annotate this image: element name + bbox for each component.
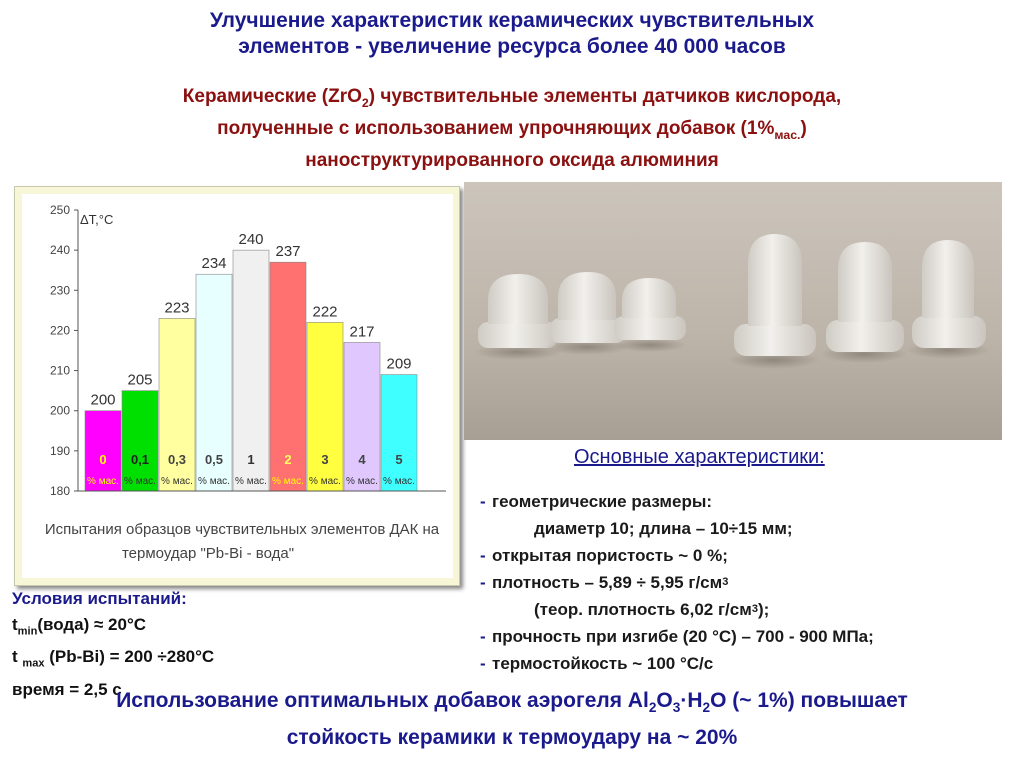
bar-4 xyxy=(344,342,380,491)
bar-value-label: 223 xyxy=(164,299,190,317)
chart-caption-line-1: Испытания образцов чувствительных элементов ДАК на xyxy=(44,521,440,538)
subtitle xyxy=(0,84,1024,173)
chart-panel xyxy=(14,186,460,586)
bar-unit-label: % мас. xyxy=(161,476,193,487)
y-tick-label: 250 xyxy=(49,203,70,217)
conclusion-line-2: стойкость керамики к термоудару на ~ 20% xyxy=(286,726,738,750)
bar-value-label: 217 xyxy=(349,323,375,341)
spec-item: - плотность – 5,89 ÷ 5,95 г/см 3 xyxy=(480,573,729,592)
bar-value-label: 240 xyxy=(238,231,264,249)
bar-value-label: 234 xyxy=(201,255,227,273)
specs-heading: Основные характеристики: xyxy=(574,446,825,468)
conclusion-line-1: Использование оптимальных добавок аэрогеля $Al_2O_3\cdot H_2O$ (~ 1%) повышает xyxy=(116,689,908,716)
bar-category-label: 2 xyxy=(284,452,292,467)
bar-category-label: 1 xyxy=(247,452,255,467)
bar-value-label: 222 xyxy=(312,303,338,321)
bar-value-label: 237 xyxy=(275,243,301,261)
title-line-2: элементов - увеличение ресурса более 40 000 часов xyxy=(238,35,786,58)
subtitle-line-1: Керамические (ZrO$_2$) чувствительные элементы датчиков кислорода, xyxy=(182,86,842,110)
bar-unit-label: % мас. xyxy=(272,476,304,487)
spec-item: - прочность при изгибе (20 °C) – 700 - 900 МПа; xyxy=(480,627,874,646)
page-title xyxy=(0,8,1024,60)
condition-tmax: t $_{max}$ (Pb-Bi) = 200 ÷280°C xyxy=(12,647,215,670)
spec-item: диаметр 10; длина – 10÷15 мм; xyxy=(534,519,793,538)
bar-category-label: 0,3 xyxy=(167,452,187,467)
conclusion xyxy=(0,686,1024,753)
condition-tmin: $t_{min}(вода) \approx 20^\circ C$ xyxy=(12,615,147,638)
bar-unit-label: % мас. xyxy=(235,476,267,487)
title-line-1: Улучшение характеристик керамических чувствительных xyxy=(209,9,815,32)
y-tick-label: 210 xyxy=(49,363,70,378)
sensor-elements-photo xyxy=(464,182,1002,440)
spec-item: - термостойкость ~ 100 °С/с xyxy=(480,654,714,673)
bar-value-label: 205 xyxy=(127,371,153,389)
bar-unit-label: % мас. xyxy=(198,476,230,487)
y-tick-label: 240 xyxy=(49,243,70,258)
bar-category-label: 0 xyxy=(99,452,107,467)
subtitle-line-3: наноструктурированного оксида алюминия xyxy=(305,149,719,171)
chart-caption-line-2: термоудар "Pb-Bi - вода" xyxy=(121,545,295,562)
bar-unit-label: % мас. xyxy=(346,476,378,487)
bar-category-label: 0,1 xyxy=(130,452,150,467)
bar-category-label: 0,5 xyxy=(204,452,224,467)
bar-unit-label: % мас. xyxy=(383,476,415,487)
bar-unit-label: % мас. xyxy=(87,476,119,487)
bar-unit-label: % мас. xyxy=(124,476,156,487)
bar-5 xyxy=(381,375,417,491)
y-tick-label: 220 xyxy=(49,323,70,338)
conditions-heading: Условия испытаний: xyxy=(12,589,187,608)
spec-item: - открытая пористость ~ 0 %; xyxy=(480,546,728,565)
condition-time: время = 2,5 с xyxy=(12,679,122,699)
spec-item: - геометрические размеры: xyxy=(480,492,713,511)
y-axis-label: ΔT,°C xyxy=(80,212,114,227)
bar-category-label: 3 xyxy=(321,452,329,467)
y-tick-label: 180 xyxy=(49,484,70,498)
y-tick-label: 190 xyxy=(49,443,70,458)
bar-value-label: 209 xyxy=(386,355,412,373)
bar-chart xyxy=(22,194,453,578)
bar-category-label: 5 xyxy=(395,452,403,467)
specs-list xyxy=(480,488,1020,677)
spec-item: (теор. плотность 6,02 г/см 3 ); xyxy=(534,600,770,619)
y-tick-label: 230 xyxy=(49,283,70,298)
bar-value-label: 200 xyxy=(90,391,116,409)
bar-category-label: 4 xyxy=(358,452,366,467)
y-tick-label: 200 xyxy=(49,403,70,418)
subtitle-line-2: полученные с использованием упрочняющих добавок $(1\%_{мас.})$ xyxy=(217,117,807,142)
bar-unit-label: % мас. xyxy=(309,476,341,487)
